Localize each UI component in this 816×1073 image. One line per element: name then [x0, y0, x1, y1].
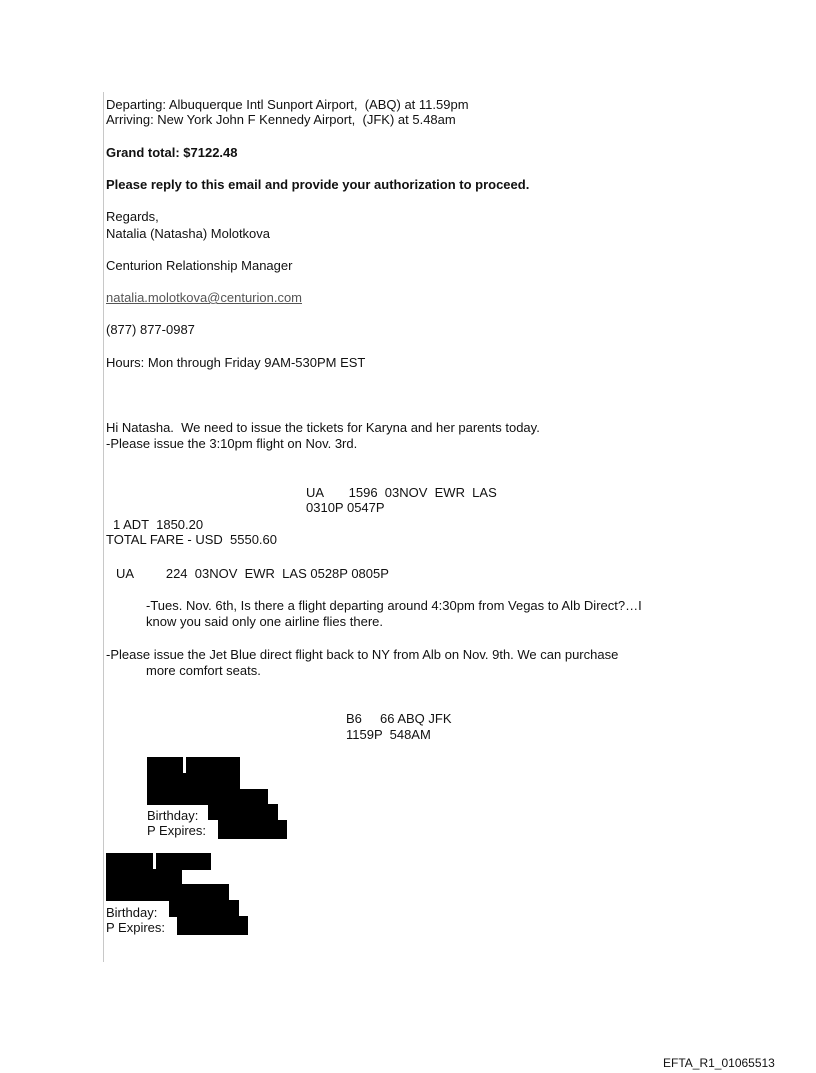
redaction-block: [106, 869, 182, 885]
document-id: EFTA_R1_01065513: [663, 1056, 775, 1070]
redaction-block: [169, 900, 239, 917]
redaction-block: [156, 853, 211, 870]
reply-request-1: -Please issue the 3:10pm flight on Nov. 3rd.: [106, 436, 358, 451]
flight-2: UA 224 03NOV EWR LAS 0528P 0805P: [116, 566, 389, 581]
signature-hours: Hours: Mon through Friday 9AM-530PM EST: [106, 355, 366, 370]
redaction-block: [147, 789, 268, 805]
reply-request-2-line-1: -Please issue the Jet Blue direct flight back to NY from Alb on Nov. 9th. We can purchase: [106, 647, 619, 662]
signature-email-link[interactable]: natalia.molotkova@centurion.com: [106, 290, 303, 305]
reply-greeting: Hi Natasha. We need to issue the tickets for Karyna and her parents today.: [106, 420, 540, 435]
redaction-block: [218, 820, 287, 839]
passenger-1-birthday-label: Birthday:: [147, 808, 199, 823]
passenger-2-birthday-label: Birthday:: [106, 905, 158, 920]
question-line-1: -Tues. Nov. 6th, Is there a flight departing around 4:30pm from Vegas to Alb Direct?…I: [146, 598, 642, 613]
grand-total: Grand total: $7122.48: [106, 145, 238, 160]
redaction-block: [186, 757, 240, 773]
signature-regards: Regards,: [106, 209, 159, 224]
arriving-line: Arriving: New York John F Kennedy Airport, (JFK) at 5.48am: [106, 112, 456, 127]
redaction-block: [177, 916, 248, 935]
passenger-1-passport-label: P Expires:: [147, 823, 207, 838]
signature-phone: (877) 877-0987: [106, 322, 195, 337]
fare-adult: 1 ADT 1850.20: [113, 517, 204, 532]
redaction-block: [147, 757, 183, 773]
redaction-block: [208, 804, 278, 820]
passenger-2-passport-label: P Expires:: [106, 920, 166, 935]
signature-name: Natalia (Natasha) Molotkova: [106, 226, 271, 241]
flight-3-line-2: 1159P 548AM: [346, 727, 431, 742]
signature-title: Centurion Relationship Manager: [106, 258, 293, 273]
redaction-block: [106, 853, 153, 870]
fare-total: TOTAL FARE - USD 5550.60: [106, 532, 277, 547]
flight-1-line-1: UA 1596 03NOV EWR LAS: [306, 485, 497, 500]
redaction-block: [106, 884, 229, 901]
reply-request-2-line-2: more comfort seats.: [146, 663, 261, 678]
flight-3-line-1: B6 66 ABQ JFK: [346, 711, 452, 726]
flight-1-line-2: 0310P 0547P: [306, 500, 385, 515]
question-line-2: know you said only one airline flies there.: [146, 614, 384, 629]
departing-line: Departing: Albuquerque Intl Sunport Airport, (ABQ) at 11.59pm: [106, 97, 469, 112]
redaction-block: [147, 773, 240, 789]
quote-bar: [103, 92, 104, 962]
authorization-request: Please reply to this email and provide your authorization to proceed.: [106, 177, 530, 192]
